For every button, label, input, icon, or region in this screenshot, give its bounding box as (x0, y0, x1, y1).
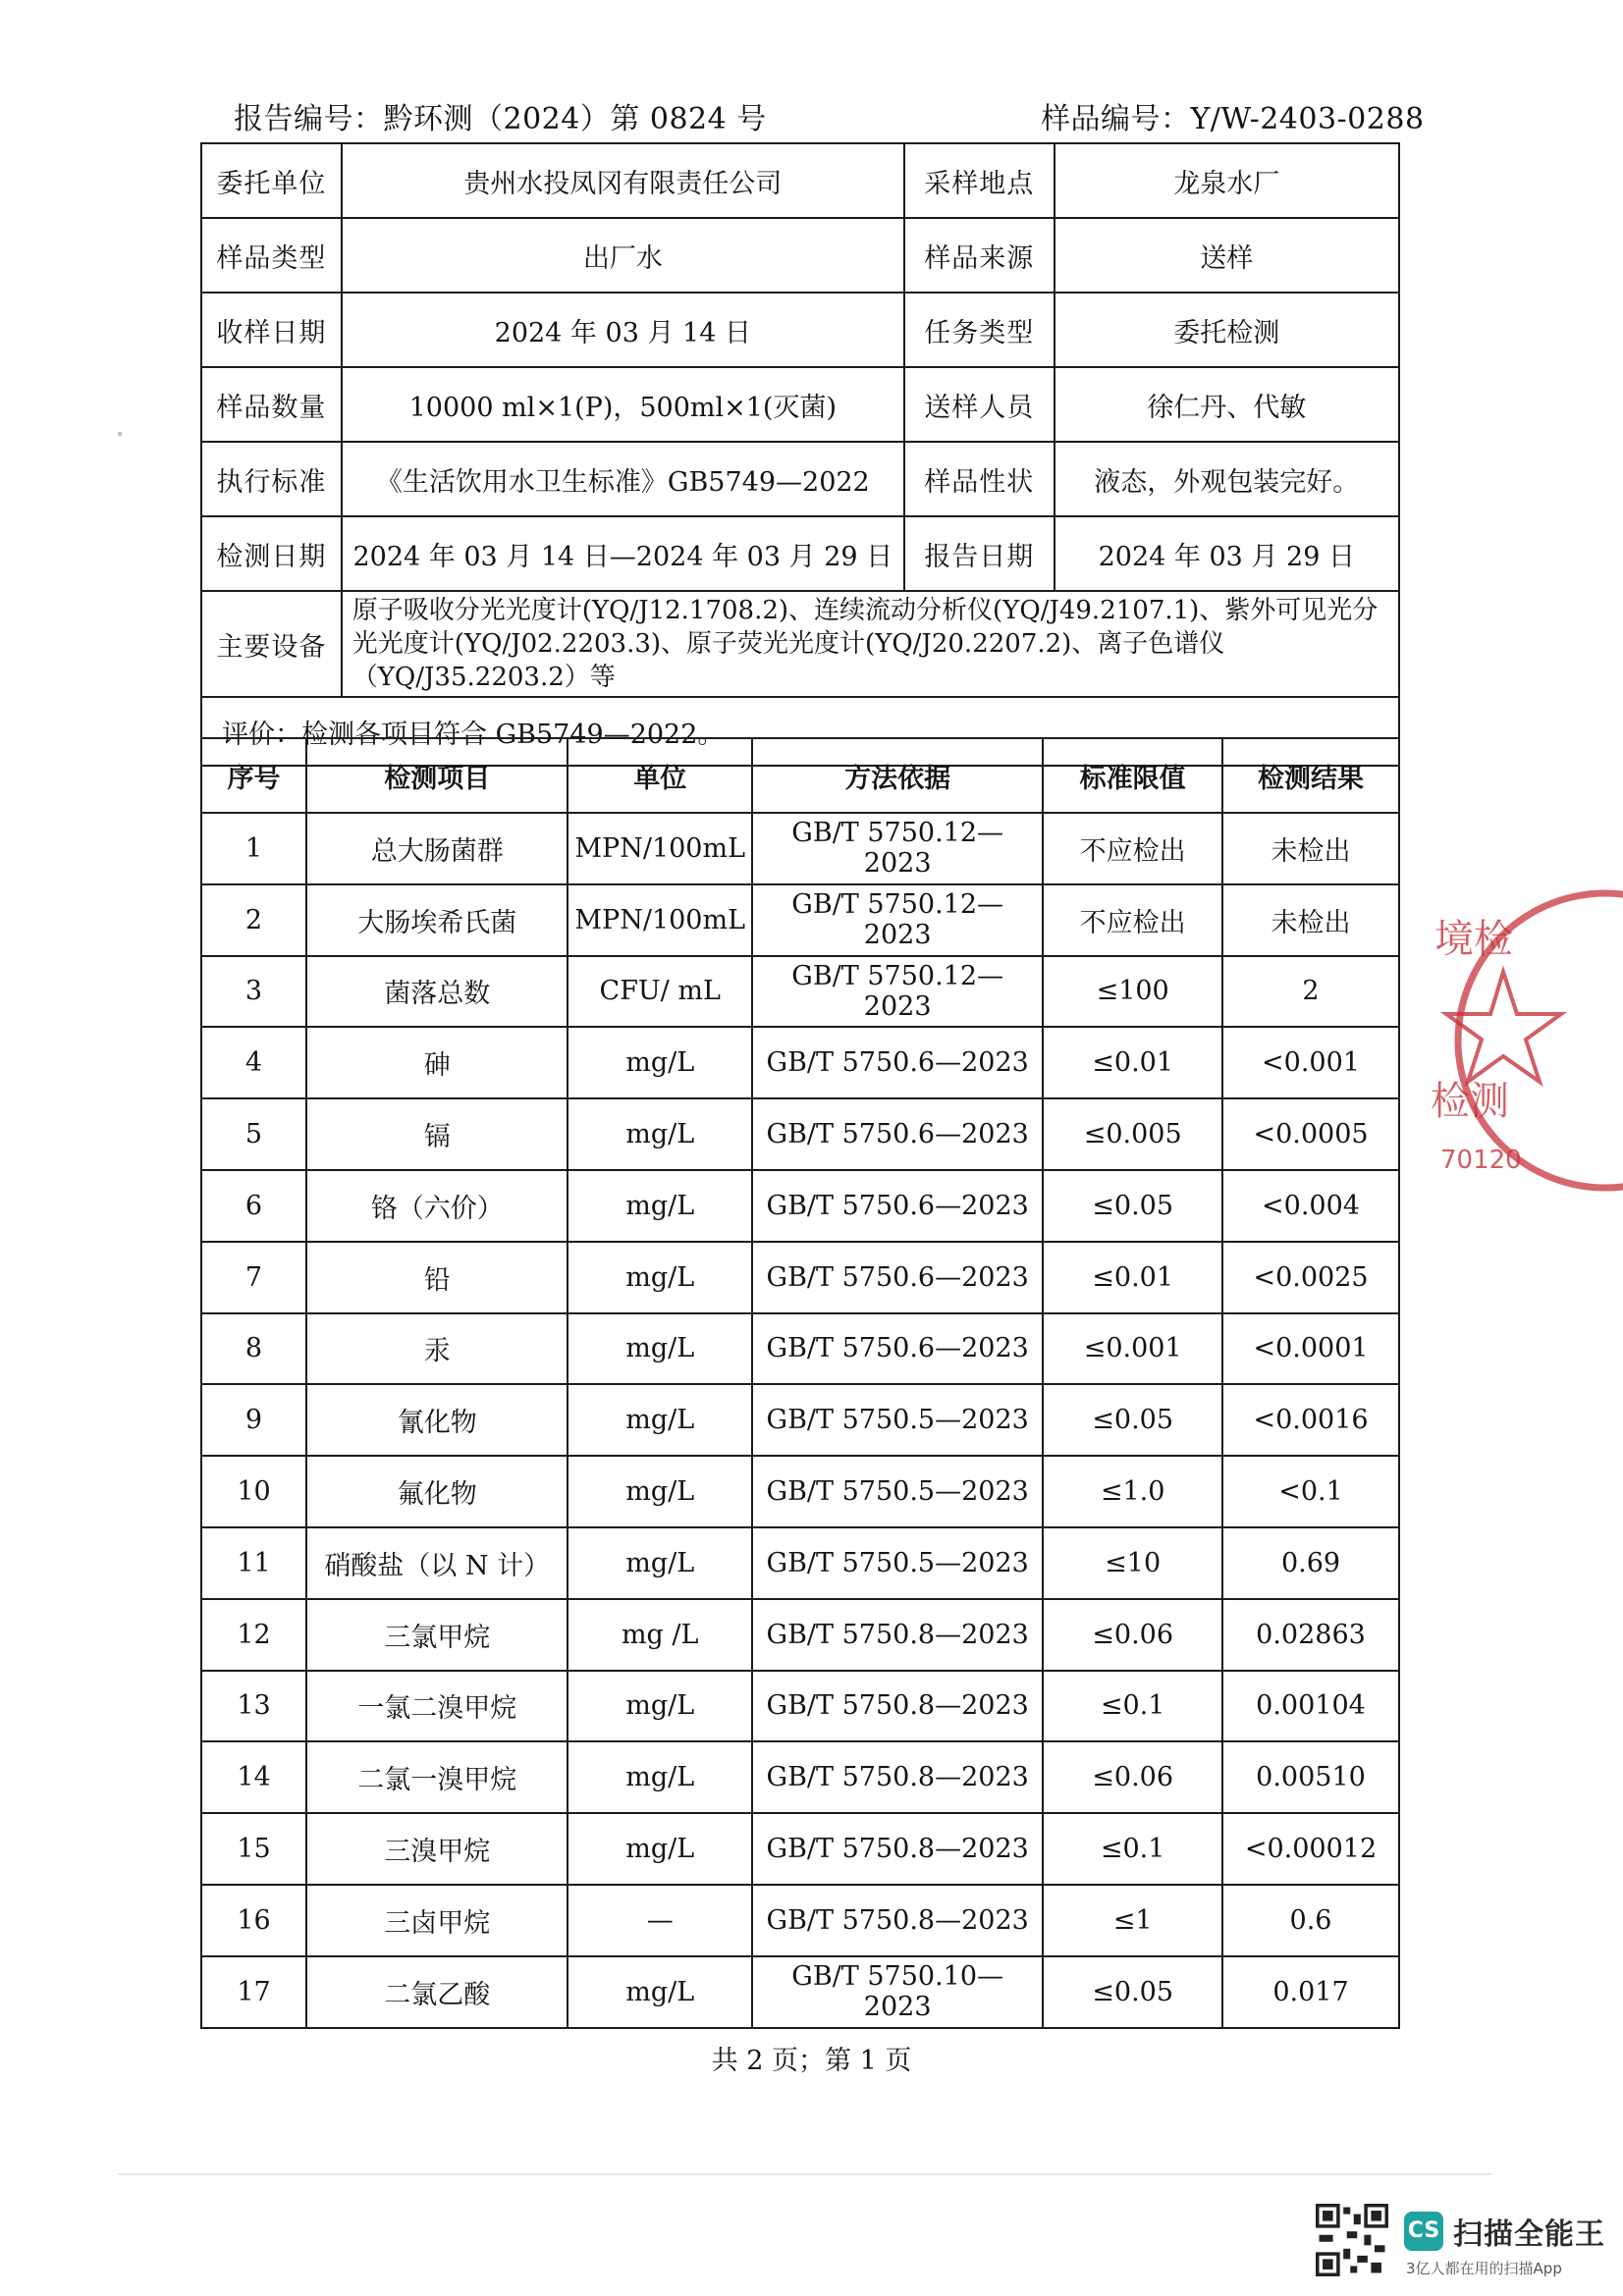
cell-no: 4 (201, 1027, 306, 1098)
info-value: 徐仁丹、代敏 (1055, 367, 1399, 442)
cell-unit: CFU/ mL (568, 956, 752, 1028)
info-value: 出厂水 (342, 218, 904, 293)
info-label: 样品数量 (201, 367, 342, 442)
cell-result: 2 (1222, 956, 1399, 1028)
cell-unit: mg/L (568, 1384, 752, 1456)
cell-unit: mg/L (568, 1313, 752, 1385)
cell-result: 0.017 (1222, 1956, 1399, 2028)
cell-no: 16 (201, 1885, 306, 1956)
cell-item: 二氯乙酸 (306, 1956, 568, 2028)
cell-unit: mg/L (568, 1671, 752, 1742)
cell-method: GB/T 5750.12—2023 (752, 813, 1043, 884)
equipment-list: 原子吸收分光光度计(YQ/J12.1708.2)、连续流动分析仪(YQ/J49.2107.1)、紫外可见光分光光度计(YQ/J02.2203.3)、原子荧光光度计(YQ/J20.2207.2)、离子色谱仪（YQ/J35.2203.2）等 (342, 591, 1399, 697)
table-row (201, 1384, 1399, 1456)
table-row (201, 1456, 1399, 1527)
cell-item: 汞 (306, 1313, 568, 1385)
table-row (201, 884, 1399, 956)
info-row (201, 516, 1399, 591)
cell-result: 未检出 (1222, 884, 1399, 956)
cell-result: 0.00510 (1222, 1741, 1399, 1813)
info-label: 采样地点 (904, 143, 1055, 218)
cell-method: GB/T 5750.5—2023 (752, 1527, 1043, 1599)
cell-method: GB/T 5750.5—2023 (752, 1384, 1043, 1456)
cell-result: 0.69 (1222, 1527, 1399, 1599)
cell-limit: ≤0.1 (1043, 1813, 1222, 1885)
cell-unit: mg/L (568, 1027, 752, 1098)
cell-method: GB/T 5750.8—2023 (752, 1671, 1043, 1742)
cell-result: <0.0001 (1222, 1313, 1399, 1385)
cell-limit: ≤0.06 (1043, 1741, 1222, 1813)
cell-no: 13 (201, 1671, 306, 1742)
cell-limit: ≤0.005 (1043, 1098, 1222, 1170)
col-header-method: 方法依据 (752, 738, 1043, 813)
cell-unit: mg /L (568, 1599, 752, 1671)
table-row (201, 813, 1399, 884)
table-row (201, 1170, 1399, 1242)
col-header-unit: 单位 (568, 738, 752, 813)
col-header-item: 检测项目 (306, 738, 568, 813)
cell-no: 11 (201, 1527, 306, 1599)
cell-unit: MPN/100mL (568, 813, 752, 884)
table-row (201, 1599, 1399, 1671)
results-header-row (201, 738, 1399, 813)
sample-info-table (200, 142, 1400, 767)
cell-no: 15 (201, 1813, 306, 1885)
cell-limit: ≤1 (1043, 1885, 1222, 1956)
cell-limit: ≤0.01 (1043, 1027, 1222, 1098)
cell-item: 砷 (306, 1027, 568, 1098)
cell-unit: mg/L (568, 1170, 752, 1242)
cell-unit: mg/L (568, 1456, 752, 1527)
cell-no: 5 (201, 1098, 306, 1170)
cell-method: GB/T 5750.12—2023 (752, 956, 1043, 1028)
cell-limit: ≤0.001 (1043, 1313, 1222, 1385)
cell-method: GB/T 5750.8—2023 (752, 1741, 1043, 1813)
cell-method: GB/T 5750.8—2023 (752, 1599, 1043, 1671)
cell-limit: ≤0.01 (1043, 1242, 1222, 1313)
cell-item: 三溴甲烷 (306, 1813, 568, 1885)
info-label: 执行标准 (201, 442, 342, 516)
cell-no: 7 (201, 1242, 306, 1313)
info-value: 2024 年 03 月 14 日—2024 年 03 月 29 日 (342, 516, 904, 591)
col-header-result: 检测结果 (1222, 738, 1399, 813)
sample-number: 样品编号：Y/W-2403-0288 (1041, 102, 1425, 136)
info-row (201, 293, 1399, 367)
cell-no: 9 (201, 1384, 306, 1456)
cell-limit: 不应检出 (1043, 884, 1222, 956)
info-label: 收样日期 (201, 293, 342, 367)
cell-unit: mg/L (568, 1242, 752, 1313)
cell-result: 0.6 (1222, 1885, 1399, 1956)
cell-no: 10 (201, 1456, 306, 1527)
info-label: 委托单位 (201, 143, 342, 218)
cell-result: 未检出 (1222, 813, 1399, 884)
info-value: 送样 (1055, 218, 1399, 293)
cell-limit: ≤0.06 (1043, 1599, 1222, 1671)
cell-limit: ≤1.0 (1043, 1456, 1222, 1527)
cell-no: 3 (201, 956, 306, 1028)
cell-method: GB/T 5750.6—2023 (752, 1098, 1043, 1170)
info-value: 2024 年 03 月 14 日 (342, 293, 904, 367)
cell-result: <0.0025 (1222, 1242, 1399, 1313)
info-row (201, 367, 1399, 442)
cell-method: GB/T 5750.5—2023 (752, 1456, 1043, 1527)
cell-result: <0.001 (1222, 1027, 1399, 1098)
cell-result: <0.1 (1222, 1456, 1399, 1527)
cell-limit: ≤0.05 (1043, 1384, 1222, 1456)
cell-item: 总大肠菌群 (306, 813, 568, 884)
info-value: 龙泉水厂 (1055, 143, 1399, 218)
table-row (201, 1956, 1399, 2028)
cell-result: <0.004 (1222, 1170, 1399, 1242)
scan-mark (118, 432, 122, 436)
cell-item: 大肠埃希氏菌 (306, 884, 568, 956)
table-row (201, 1671, 1399, 1742)
info-value: 《生活饮用水卫生标准》GB5749—2022 (342, 442, 904, 516)
equipment-label: 主要设备 (201, 591, 342, 697)
equipment-row (201, 591, 1399, 697)
cell-method: GB/T 5750.8—2023 (752, 1885, 1043, 1956)
table-row (201, 1527, 1399, 1599)
seal-text-mid: 检测 (1431, 1079, 1509, 1124)
table-row (201, 1098, 1399, 1170)
cell-item: 菌落总数 (306, 956, 568, 1028)
cell-result: <0.0005 (1222, 1098, 1399, 1170)
seal-number: 70120 (1440, 1146, 1522, 1175)
evaluation-text: 评价：检测各项目符合 GB5749—2022。 (201, 697, 1399, 766)
info-value: 委托检测 (1055, 293, 1399, 367)
cell-result: 0.02863 (1222, 1599, 1399, 1671)
cell-method: GB/T 5750.10—2023 (752, 1956, 1043, 2028)
cell-unit: MPN/100mL (568, 884, 752, 956)
cell-item: 镉 (306, 1098, 568, 1170)
official-seal (1429, 879, 1623, 1202)
table-row (201, 1027, 1399, 1098)
info-label: 样品性状 (904, 442, 1055, 516)
cell-unit: mg/L (568, 1741, 752, 1813)
cell-item: 二氯一溴甲烷 (306, 1741, 568, 1813)
info-label: 报告日期 (904, 516, 1055, 591)
cell-result: <0.0016 (1222, 1384, 1399, 1456)
cell-limit: ≤100 (1043, 956, 1222, 1028)
info-value: 贵州水投凤冈有限责任公司 (342, 143, 904, 218)
page-footer: 共 2 页；第 1 页 (711, 2046, 912, 2076)
cell-no: 17 (201, 1956, 306, 2028)
info-label: 样品类型 (201, 218, 342, 293)
cell-no: 14 (201, 1741, 306, 1813)
cell-unit: mg/L (568, 1956, 752, 2028)
col-header-no: 序号 (201, 738, 306, 813)
table-row (201, 1313, 1399, 1385)
scan-edge-line (118, 2173, 1492, 2175)
info-row (201, 143, 1399, 218)
cell-no: 8 (201, 1313, 306, 1385)
cell-limit: ≤0.05 (1043, 1956, 1222, 2028)
cell-item: 氟化物 (306, 1456, 568, 1527)
cell-limit: 不应检出 (1043, 813, 1222, 884)
scanner-tagline: 3亿人都在用的扫描App (1406, 2260, 1562, 2277)
qr-code-icon (1316, 2204, 1388, 2276)
info-label: 检测日期 (201, 516, 342, 591)
cell-item: 三卤甲烷 (306, 1885, 568, 1956)
cell-unit: — (568, 1885, 752, 1956)
cell-limit: ≤0.05 (1043, 1170, 1222, 1242)
report-number: 报告编号：黔环测（2024）第 0824 号 (234, 102, 767, 136)
cell-item: 三氯甲烷 (306, 1599, 568, 1671)
cell-unit: mg/L (568, 1527, 752, 1599)
cell-item: 硝酸盐（以 N 计） (306, 1527, 568, 1599)
scanner-app-name: 扫描全能王 (1453, 2217, 1605, 2252)
cell-no: 2 (201, 884, 306, 956)
info-value: 液态，外观包装完好。 (1055, 442, 1399, 516)
cell-limit: ≤10 (1043, 1527, 1222, 1599)
cell-method: GB/T 5750.8—2023 (752, 1813, 1043, 1885)
seal-text-top: 境检 (1434, 917, 1513, 962)
results-table (200, 737, 1400, 2029)
cell-item: 一氯二溴甲烷 (306, 1671, 568, 1742)
col-header-limit: 标准限值 (1043, 738, 1222, 813)
cell-unit: mg/L (568, 1813, 752, 1885)
cell-no: 6 (201, 1170, 306, 1242)
cell-result: <0.00012 (1222, 1813, 1399, 1885)
info-value: 2024 年 03 月 29 日 (1055, 516, 1399, 591)
cell-limit: ≤0.1 (1043, 1671, 1222, 1742)
info-row (201, 442, 1399, 516)
info-label: 样品来源 (904, 218, 1055, 293)
info-label: 任务类型 (904, 293, 1055, 367)
cell-method: GB/T 5750.6—2023 (752, 1313, 1043, 1385)
info-row (201, 218, 1399, 293)
cell-method: GB/T 5750.6—2023 (752, 1170, 1043, 1242)
cell-method: GB/T 5750.12—2023 (752, 884, 1043, 956)
cell-result: 0.00104 (1222, 1671, 1399, 1742)
table-row (201, 956, 1399, 1028)
cell-item: 铅 (306, 1242, 568, 1313)
cell-no: 12 (201, 1599, 306, 1671)
cell-item: 氰化物 (306, 1384, 568, 1456)
scanner-logo-icon: CS (1404, 2212, 1443, 2251)
table-row (201, 1741, 1399, 1813)
cell-item: 铬（六价） (306, 1170, 568, 1242)
cell-no: 1 (201, 813, 306, 884)
info-value: 10000 ml×1(P)，500ml×1(灭菌) (342, 367, 904, 442)
cell-method: GB/T 5750.6—2023 (752, 1027, 1043, 1098)
table-row (201, 1242, 1399, 1313)
cell-unit: mg/L (568, 1098, 752, 1170)
info-label: 送样人员 (904, 367, 1055, 442)
table-row (201, 1885, 1399, 1956)
cell-method: GB/T 5750.6—2023 (752, 1242, 1043, 1313)
table-row (201, 1813, 1399, 1885)
